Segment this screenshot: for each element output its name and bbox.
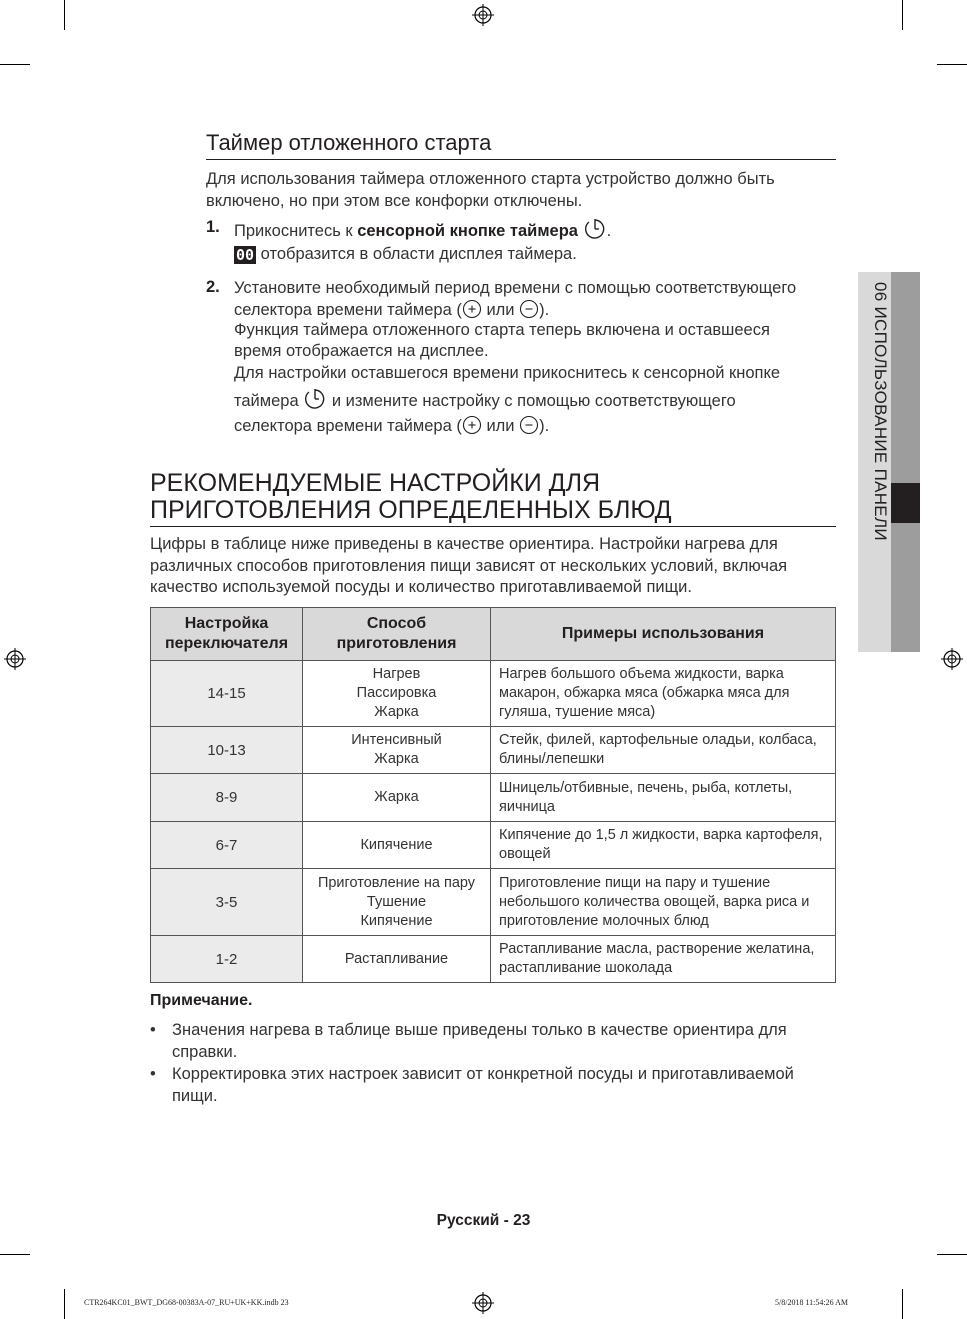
step1-bold: сенсорной кнопке таймера	[357, 222, 578, 240]
method-line: Растапливание	[344, 950, 449, 967]
timer-icon	[583, 218, 607, 240]
minus-icon	[519, 415, 539, 435]
table-row	[151, 936, 836, 983]
method-line: Кипячение	[360, 836, 433, 853]
method-line: Жарка	[374, 751, 419, 767]
chapter-tab-marker	[891, 483, 920, 523]
examples-cell: Приготовление пищи на пару и тушение небольшого количества овощей, варка риса и приготовление молочных блюд	[491, 869, 836, 936]
step2-line3: Функция таймера отложенного старта теперь включена и оставшееся	[234, 321, 770, 339]
recommend-intro: Цифры в таблице ниже приведены в качестве ориентира. Настройки нагрева для различных способов приготовления пищи зависят от нескольких условий, включая качество используемой посуды и количество приготавливаемой пищи.	[150, 535, 788, 596]
minus-icon	[519, 299, 539, 319]
table-row	[151, 869, 836, 936]
setting-cell: 3-5	[151, 869, 303, 936]
setting-cell: 10-13	[151, 727, 303, 774]
table-header-examples: Примеры использования	[491, 608, 836, 661]
method-cell	[303, 661, 491, 727]
method-cell	[303, 822, 491, 869]
page-number: Русский - 23	[436, 1212, 531, 1229]
crop-mark	[902, 0, 903, 30]
method-line: Приготовление на пару	[317, 874, 476, 891]
step2-line2-prefix: селектора времени таймера (	[234, 301, 462, 319]
step1-display-line	[234, 244, 834, 266]
recommend-title-line1: РЕКОМЕНДУЕМЫЕ НАСТРОЙКИ ДЛЯ	[150, 469, 601, 497]
crop-mark	[0, 64, 30, 65]
crop-mark	[902, 1289, 903, 1319]
setting-cell: 8-9	[151, 774, 303, 822]
step2-line4: время отображается на дисплее.	[234, 342, 489, 360]
step2-or: или	[486, 417, 515, 435]
settings-table	[150, 607, 836, 983]
step1-text	[234, 218, 834, 243]
method-cell	[303, 774, 491, 822]
step-number: 2.	[206, 278, 220, 296]
setting-cell: 1-2	[151, 936, 303, 983]
setting-cell: 6-7	[151, 822, 303, 869]
method-cell	[303, 936, 491, 983]
table-header-method: Способ приготовления	[303, 608, 491, 661]
step1-display-text: отобразится в области дисплея таймера.	[260, 245, 577, 263]
step2-line1: Установите необходимый период времени с помощью соответствующего	[234, 279, 797, 297]
crop-mark	[937, 1254, 967, 1255]
chapter-tab-label: 06 ИСПОЛЬЗОВАНИЕ ПАНЕЛИ	[871, 282, 890, 541]
table-header-row	[151, 608, 836, 661]
step2-line6-suffix: и измените настройку с помощью соответствующего	[331, 392, 736, 410]
method-line: Жарка	[374, 704, 419, 720]
recommend-section-title	[150, 470, 836, 527]
timer-intro: Для использования таймера отложенного старта устройство должно быть включено, но при этом все конфорки отключены.	[206, 170, 775, 210]
examples-cell: Кипячение до 1,5 л жидкости, варка картофеля, овощей	[491, 822, 836, 869]
crop-mark	[64, 0, 65, 30]
method-line: Пассировка	[356, 685, 437, 701]
table-row	[151, 727, 836, 774]
chapter-tab-strip	[891, 272, 920, 652]
examples-cell: Стейк, филей, картофельные оладьи, колбаса, блины/лепешки	[491, 727, 836, 774]
table-row	[151, 661, 836, 727]
step2-line7-suffix: ).	[539, 417, 550, 435]
crop-mark	[64, 1289, 65, 1319]
print-slug-date: 5/8/2018 11:54:26 AM	[775, 1298, 849, 1307]
setting-cell: 14-15	[151, 661, 303, 727]
step1-prefix: Прикоснитесь к	[234, 222, 358, 240]
crop-mark	[0, 1254, 30, 1255]
method-cell	[303, 727, 491, 774]
registration-mark-icon	[472, 4, 494, 26]
step2-line2	[234, 299, 844, 322]
method-line: Интенсивный	[351, 732, 442, 748]
bullet-dot: •	[150, 1021, 156, 1039]
method-line: Жарка	[374, 789, 419, 805]
print-slug-file: CTR264KC01_BWT_DG68-00383A-07_RU+UK+KK.indb 23	[84, 1298, 289, 1307]
list-item	[150, 1019, 840, 1063]
table-row	[151, 822, 836, 869]
examples-cell: Шницель/отбивные, печень, рыба, котлеты, яичница	[491, 774, 836, 822]
step2-line6-prefix: таймера	[234, 392, 299, 410]
examples-cell: Растапливание масла, растворение желатина, растапливание шоколада	[491, 936, 836, 983]
examples-cell: Нагрев большого объема жидкости, варка макарон, обжарка мяса (обжарка мяса для гуляша, тушение мяса)	[491, 661, 836, 727]
timer-section-title: Таймер отложенного старта	[206, 130, 836, 160]
step2-line6	[234, 388, 844, 413]
recommend-title-line2: ПРИГОТОВЛЕНИЯ ОПРЕДЕЛЕННЫХ БЛЮД	[150, 496, 672, 524]
step2-line5: Для настройки оставшегося времени прикоснитесь к сенсорной кнопке	[234, 364, 781, 382]
plus-icon	[462, 299, 482, 319]
registration-mark-icon	[472, 1292, 494, 1314]
plus-icon	[462, 415, 482, 435]
note-bullet-text: Значения нагрева в таблице выше приведены только в качестве ориентира для справки.	[172, 1021, 787, 1061]
note-title: Примечание.	[150, 992, 253, 1009]
timer-icon	[303, 388, 327, 410]
step1-suffix: .	[606, 222, 612, 240]
crop-mark	[937, 64, 967, 65]
method-line: Кипячение	[360, 912, 433, 929]
table-row	[151, 774, 836, 822]
method-line: Нагрев	[372, 666, 421, 682]
note-bullet-text: Корректировка этих настроек зависит от конкретной посуды и приготавливаемой пищи.	[172, 1065, 794, 1105]
step2-line7-prefix: селектора времени таймера (	[234, 417, 462, 435]
list-item	[150, 1063, 840, 1107]
registration-mark-icon	[4, 648, 26, 670]
step-number: 1.	[206, 218, 220, 236]
step2-line2-suffix: ).	[539, 301, 550, 319]
step2-line7	[234, 415, 844, 438]
registration-mark-icon	[941, 648, 963, 670]
method-cell	[303, 869, 491, 936]
step2-or: или	[486, 301, 515, 319]
table-header-setting: Настройка переключателя	[151, 608, 303, 661]
display-digits-icon: 00	[236, 246, 255, 264]
method-line: Тушение	[366, 893, 427, 910]
bullet-dot: •	[150, 1065, 156, 1083]
